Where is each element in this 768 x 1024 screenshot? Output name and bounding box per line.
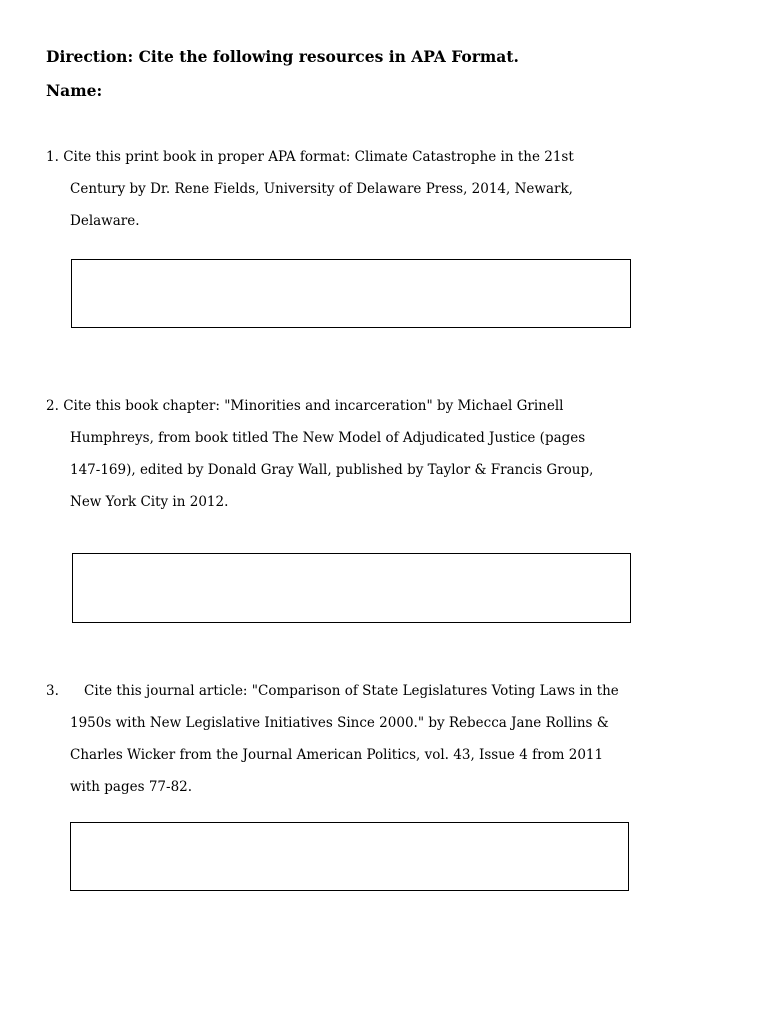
question-2-line-1: [46, 390, 726, 422]
question-3-line-3: Charles Wicker from the Journal American Politics, vol. 43, Issue 4 from 2011: [70, 747, 604, 763]
question-1-line-3: Delaware.: [70, 213, 140, 229]
answer-box-1[interactable]: [71, 259, 631, 328]
question-3-line-2: 1950s with New Legislative Initiatives Since 2000." by Rebecca Jane Rollins &: [70, 715, 609, 731]
question-1-line-1: [46, 141, 726, 173]
question-2: [46, 390, 726, 518]
question-2-text-1: Cite this book chapter: "Minorities and incarceration" by Michael Grinell: [63, 398, 564, 414]
question-1-line-2: Century by Dr. Rene Fields, University of Delaware Press, 2014, Newark,: [70, 181, 573, 197]
answer-box-3[interactable]: [70, 822, 629, 891]
question-2-number: 2.: [46, 398, 59, 414]
question-1-number: 1.: [46, 149, 59, 165]
question-2-line-4: New York City in 2012.: [70, 494, 229, 510]
question-1: [46, 141, 726, 237]
question-3-line-4: with pages 77-82.: [70, 779, 193, 795]
question-2-line-2: Humphreys, from book titled The New Model of Adjudicated Justice (pages: [70, 430, 586, 446]
question-3-number: 3.: [46, 683, 59, 699]
question-1-text-1: Cite this print book in proper APA format: Climate Catastrophe in the 21st: [63, 149, 574, 165]
answer-box-2[interactable]: [72, 553, 631, 623]
name-label: Name:: [46, 81, 103, 100]
direction-heading: Direction: Cite the following resources in APA Format.: [46, 47, 519, 66]
question-2-line-3: 147-169), edited by Donald Gray Wall, published by Taylor & Francis Group,: [70, 462, 594, 478]
question-3-line-1: [46, 675, 726, 707]
question-3: [46, 675, 726, 803]
question-3-text-1: Cite this journal article: "Comparison of State Legislatures Voting Laws in the: [84, 683, 619, 699]
